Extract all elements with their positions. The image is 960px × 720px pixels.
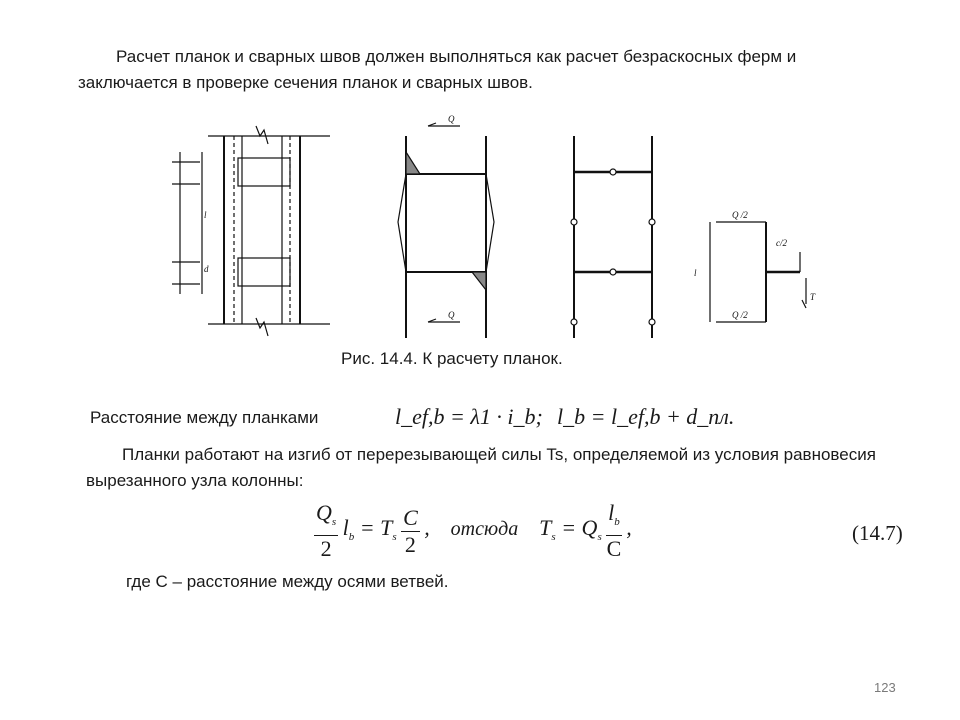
- label-dpl: d: [204, 264, 209, 274]
- label-qs2-bottom: Q /2: [732, 310, 748, 320]
- plank-paragraph: Планки работают на изгиб от перерезывающей силы Ts, определяемой из условия равновесия вырезанного узла колонны:: [86, 445, 876, 490]
- formula-lefb: l_ef,b = λ1 · i_b;: [395, 404, 543, 429]
- label-qs2-top: Q /2: [732, 210, 748, 220]
- frac-lb-c: $\frac{l_b}{C}$: [606, 500, 622, 561]
- label-ts: T: [810, 292, 816, 302]
- frac-c-2: $\frac{C}{2}$: [403, 504, 418, 557]
- formula-lb: l_b = l_ef,b + d_пл.: [557, 404, 735, 429]
- distance-label: Расстояние между планками: [90, 408, 319, 427]
- panel-cut-node: [710, 222, 806, 322]
- where-c-text: где С – расстояние между осями ветвей.: [126, 572, 449, 591]
- page-number: 123: [874, 680, 896, 695]
- label-qs-top: Q: [448, 114, 455, 124]
- equation-number: (14.7): [852, 521, 903, 545]
- word-otsyuda: отсюда: [450, 518, 519, 541]
- label-lb: l: [694, 268, 697, 278]
- panel-column-planks: [172, 126, 330, 336]
- panel-truss-model: [571, 136, 655, 338]
- label-c2: c/2: [776, 238, 787, 248]
- label-qs-bottom: Q: [448, 310, 455, 320]
- equation-14-7: $\frac{Q_s}{2}$ $l_b = T_s$ $\frac{C}{2}$ , отсюда $T_s = Q_s$ $\frac{l_b}{C}$ ,: [316, 500, 632, 561]
- frac-qs-2: $\frac{Q_s}{2}$: [316, 500, 337, 561]
- label-lefb: l: [204, 210, 207, 220]
- intro-paragraph: Расчет планок и сварных швов должен выполняться как расчет безраскосных ферм и заключается в проверке сечения планок и сварных швов.: [78, 47, 797, 92]
- panel-deformed-frame: [398, 123, 494, 338]
- figure-caption: Рис. 14.4. К расчету планок.: [341, 349, 563, 368]
- figure-14-4: [160, 114, 840, 342]
